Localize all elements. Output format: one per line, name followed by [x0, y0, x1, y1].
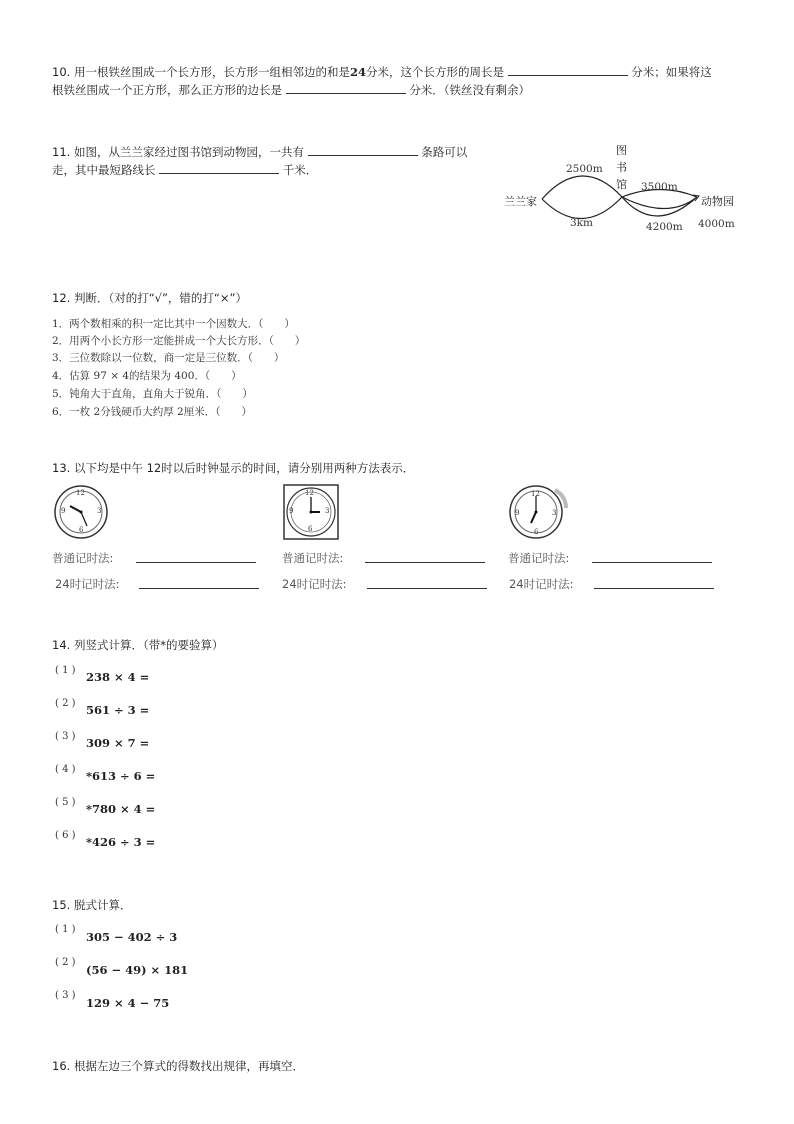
q14-expression: 561 ÷ 3 =: [86, 703, 150, 717]
clock-number-12: 12: [531, 490, 540, 498]
h24-time-label: 24时记时法:: [55, 577, 120, 591]
q13-title: 13. 以下均是中午 12时以后时钟显示的时间，请分别用两种方法表示．: [52, 461, 415, 475]
q15-expression: 129 × 4 − 75: [86, 996, 170, 1010]
q11-line1: 11. 如图，从兰兰家经过图书馆到动物园，一共有 条路可以: [52, 145, 468, 159]
clock-number-12: 12: [76, 489, 85, 497]
q15-title: 15. 脱式计算．: [52, 898, 132, 912]
q14-expression: *613 ÷ 6 =: [86, 769, 156, 783]
q10-line2: 根铁丝围成一个正方形，那么正方形的边长是 分米．（铁丝没有剩余）: [52, 83, 531, 97]
normal-time-label: 普通记时法:: [282, 551, 344, 565]
clock-number-9: 9: [289, 507, 294, 515]
q12-item: 4．估算 97 × 4的结果为 400．（ ）: [52, 370, 242, 382]
clock-number-3: 3: [552, 509, 557, 517]
q10-line1: 10. 用一根铁丝围成一个长方形，长方形一组相邻边的和是24分米，这个长方形的周长是 分米；如果将这: [52, 65, 712, 79]
q14-expression: 238 × 4 =: [86, 670, 150, 684]
q12-item: 1．两个数相乘的积一定比其中一个因数大．（ ）: [52, 318, 295, 330]
q14-expression: *426 ÷ 3 =: [86, 835, 156, 849]
clock-number-6: 6: [534, 528, 539, 536]
q12-item: 3．三位数除以一位数，商一定是三位数．（ ）: [52, 352, 285, 364]
normal-time-label: 普通记时法:: [52, 551, 114, 565]
q11-home-label: 兰兰家: [504, 195, 537, 208]
q14-index: ( 1 ): [55, 665, 76, 676]
clock-number-6: 6: [308, 525, 313, 533]
clock-number-3: 3: [325, 507, 330, 515]
clock-number-9: 9: [515, 509, 520, 517]
q12-item: 2．用两个小长方形一定能拼成一个大长方形．（ ）: [52, 335, 306, 347]
q10-side-blank[interactable]: [286, 82, 406, 94]
q11-zoo-label: 动物园: [701, 195, 734, 208]
q11-library-label-3: 馆: [616, 178, 627, 191]
normal-time-blank[interactable]: [136, 562, 256, 563]
q11-library-label-2: 书: [616, 161, 627, 174]
q14-expression: 309 × 7 =: [86, 736, 150, 750]
q14-index: ( 4 ): [55, 764, 76, 775]
h24-time-blank[interactable]: [594, 588, 714, 589]
clock-number-12: 12: [305, 489, 314, 497]
h24-time-blank[interactable]: [367, 588, 487, 589]
q14-index: ( 3 ): [55, 731, 76, 742]
q14-title: 14. 列竖式计算．（带*的要验算）: [52, 638, 224, 652]
normal-time-blank[interactable]: [592, 562, 712, 563]
q14-index: ( 6 ): [55, 830, 76, 841]
q15-expression: (56 − 49) × 181: [86, 963, 189, 977]
clock-number-3: 3: [97, 507, 102, 515]
q14-expression: *780 × 4 =: [86, 802, 156, 816]
q11-distance-4000: 4000m: [698, 218, 735, 230]
q11-library-label-1: 图: [616, 144, 627, 157]
q10-perimeter-blank[interactable]: [508, 64, 628, 76]
h24-time-label: 24时记时法:: [282, 577, 347, 591]
q12-item: 6．一枚 2分钱硬币大约厚 2厘米．（ ）: [52, 406, 252, 418]
q11-distance-3500: 3500m: [641, 181, 678, 193]
h24-time-blank[interactable]: [139, 588, 259, 589]
q15-index: ( 2 ): [55, 957, 76, 968]
q14-index: ( 5 ): [55, 797, 76, 808]
q11-distance-4200: 4200m: [646, 221, 683, 233]
q12-title: 12. 判断．（对的打“√”，错的打“×”）: [52, 291, 247, 305]
q11-distance-2500: 2500m: [566, 163, 603, 175]
q11-shortest-blank[interactable]: [159, 162, 279, 174]
q11-routes-blank[interactable]: [308, 144, 418, 156]
normal-time-label: 普通记时法:: [508, 551, 570, 565]
h24-time-label: 24时记时法:: [509, 577, 574, 591]
q15-expression: 305 − 402 ÷ 3: [86, 930, 178, 944]
q14-index: ( 2 ): [55, 698, 76, 709]
normal-time-blank[interactable]: [365, 562, 485, 563]
clock-number-6: 6: [79, 526, 84, 534]
q16-title: 16. 根据左边三个算式的得数找出规律，再填空．: [52, 1059, 304, 1073]
q15-index: ( 1 ): [55, 924, 76, 935]
q11-distance-3km: 3km: [570, 217, 593, 229]
q10-number: 24: [349, 65, 366, 79]
clock-number-9: 9: [61, 507, 66, 515]
q15-index: ( 3 ): [55, 990, 76, 1001]
q11-line2: 走，其中最短路线长 千米．: [52, 163, 318, 177]
q12-item: 5．钝角大于直角，直角大于锐角．（ ）: [52, 388, 253, 400]
